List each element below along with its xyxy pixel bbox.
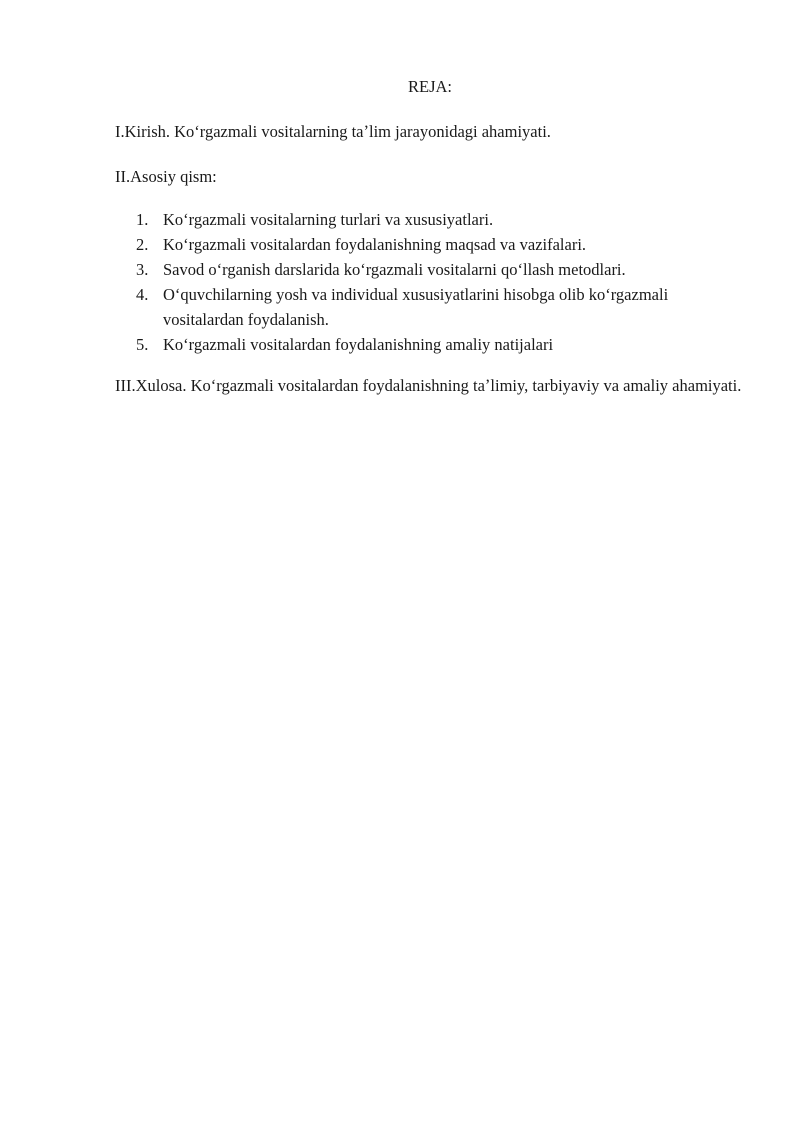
list-item-text: Koʻrgazmali vositalarning turlari va xususiyatlari. [163, 210, 494, 229]
list-item-number: 3. [136, 260, 149, 279]
document-title: REJA: [407, 77, 452, 96]
list-item-number: 5. [136, 335, 149, 354]
list-item-text: Koʻrgazmali vositalardan foydalanishning amaliy natijalari [163, 335, 554, 354]
intro-paragraph: I.Kirish. Koʻrgazmali vositalarning taʼlim jarayonidagi ahamiyati. [115, 122, 551, 141]
list-item [115, 232, 745, 257]
list-item [115, 332, 745, 357]
list-item-number: 4. [136, 285, 149, 304]
list-item-text: Savod oʻrganish darslarida koʻrgazmali vositalarni qoʻllash metodlari. [163, 260, 626, 279]
list-item [115, 257, 745, 282]
list-item [115, 207, 745, 232]
list-item-number: 1. [136, 210, 149, 229]
list-item-number: 2. [136, 235, 149, 254]
list-item-text: Oʻquvchilarning yosh va individual xususiyatlarini hisobga olib koʻrgazmali vositalardan foydalanish. [163, 285, 669, 329]
list-item-text: Koʻrgazmali vositalardan foydalanishning maqsad va vazifalari. [163, 235, 587, 254]
main-section-heading: II.Asosiy qism: [115, 167, 217, 186]
plan-list [115, 207, 745, 357]
conclusion-paragraph: III.Xulosa. Koʻrgazmali vositalardan foydalanishning taʼlimiy, tarbiyaviy va amaliy ahamiyati. [115, 376, 742, 395]
list-item [115, 282, 745, 332]
